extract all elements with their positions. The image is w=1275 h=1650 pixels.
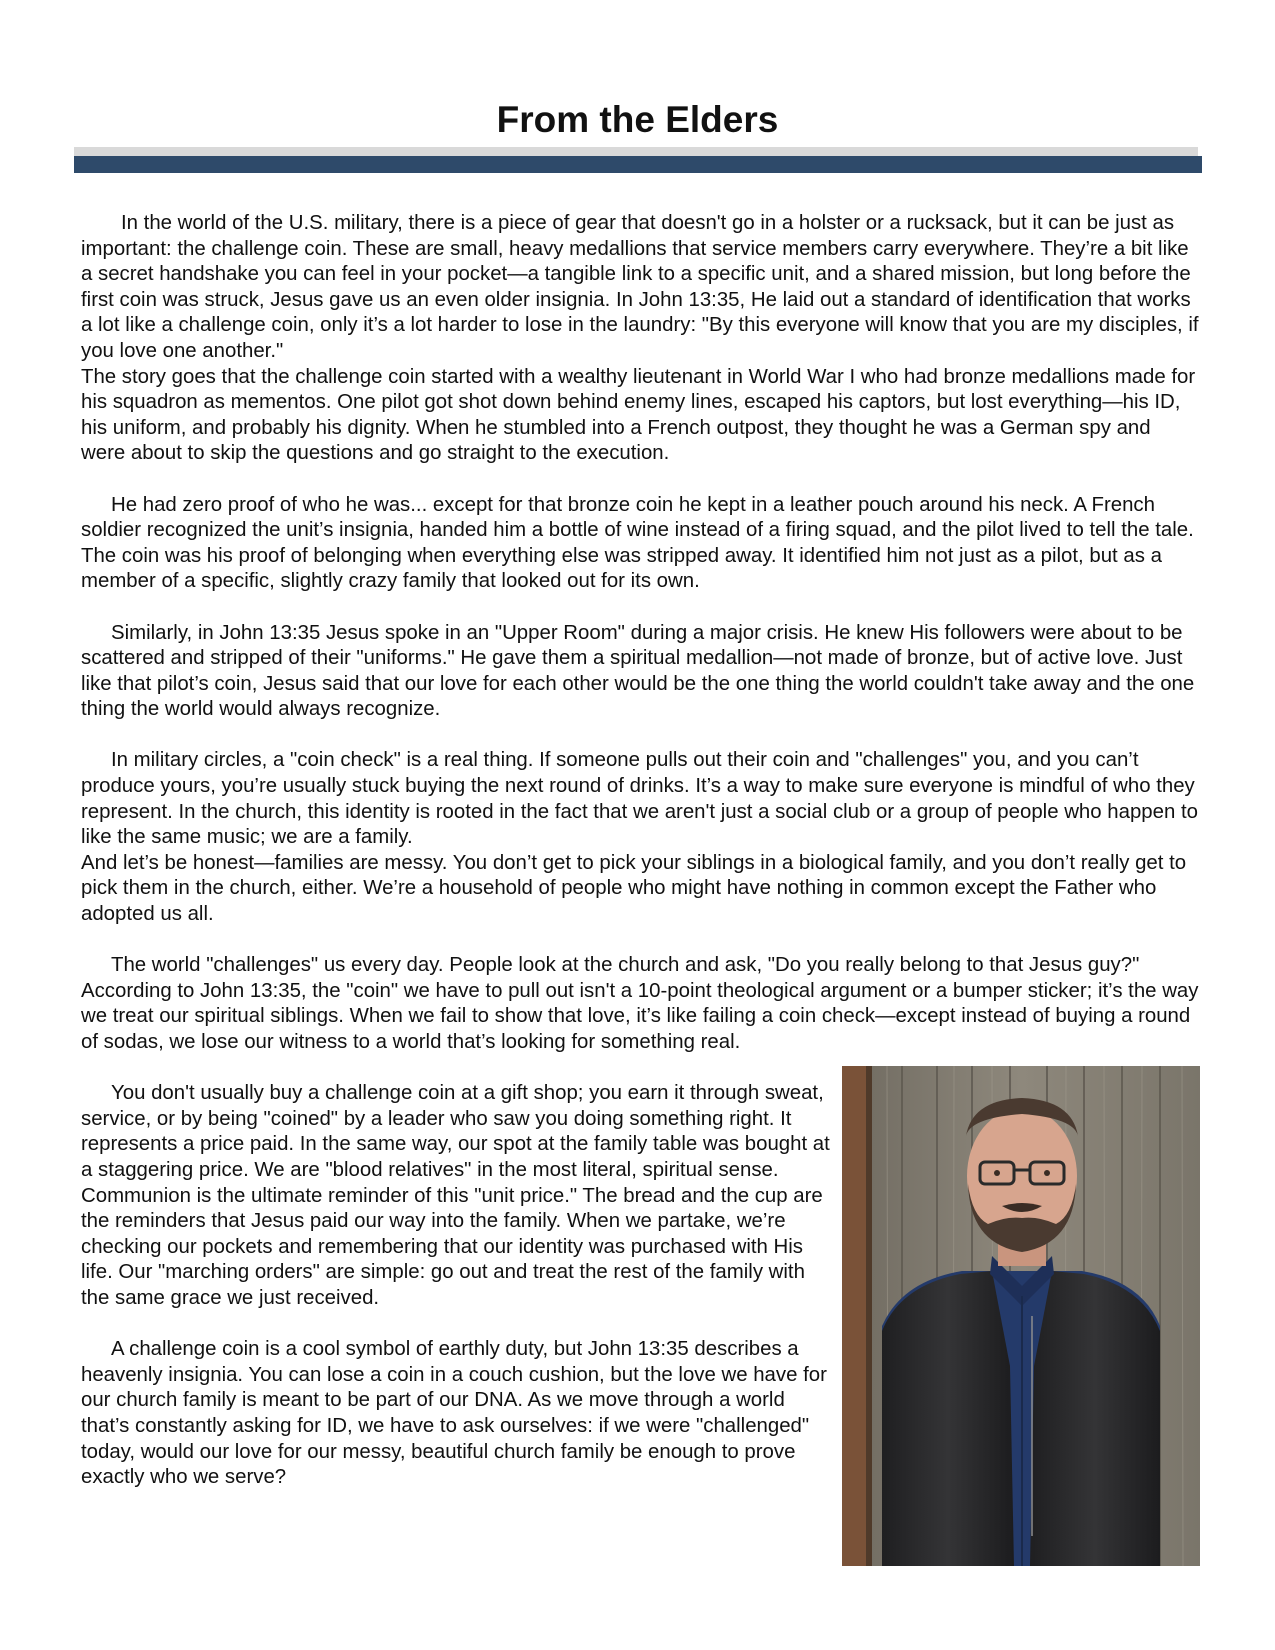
article-paragraph-7-start [81, 953, 1199, 1055]
article-paragraph-1: In the world of the U.S. military, there is a piece of gear that doesn't go in a holster or a rucksack, but it can be just as important: the challenge coin. These are small, heavy medallions that service members carry everywhere. They’re a bit like a secret handshake you can feel in your pocket—a tangible link to a specific unit, and a shared mission, but long before the first coin was struck, Jesus gave us an even older insignia. In John 13:35, He laid out a standard of identification that works a lot like a challenge coin, only it’s a lot harder to lose in the laundry: "By this everyone will know that you are my disciples, if you love one another." [81, 212, 1199, 362]
article-paragraph-2: The story goes that the challenge coin started with a wealthy lieutenant in World War I who had bronze medallions made for his squadron as mementos. One pilot got shot down behind enemy lines, escaped his captors, but lost everything—his ID, his uniform, and probably his dignity. When he stumbled into a French outpost, they thought he was a German spy and were about to skip the questions and go straight to the execution. [81, 365, 1196, 465]
article-paragraph-5: In military circles, a "coin check" is a real thing. If someone pulls out their coin and "challenges" you, and you can’t produce yours, you’re usually stuck buying the next round of drinks. It’s a way to make sure everyone is mindful of who they represent. In the church, this identity is rooted in the fact that we aren't just a social club or a group of people who happen to like the same music; we are a family. [81, 749, 1198, 849]
article-paragraph-6: And let’s be honest—families are messy. You don’t get to pick your siblings in a biological family, and you don’t really get to pick them in the church, either. We’re a household of people who might have nothing in common except the Father who adopted us all. [81, 851, 1187, 926]
article-paragraph-3: He had zero proof of who he was... except for that bronze coin he kept in a leather pouch around his neck. A French soldier recognized the unit’s insignia, handed him a bottle of wine instead of a firing squad, and the pilot lived to tell the tale. The coin was his proof of belonging when everything else was stripped away. It identified him not just as a pilot, but as a member of a specific, slightly crazy family that looked out for its own. [81, 493, 1194, 593]
elder-portrait-photo [842, 1066, 1200, 1566]
paragraph-gap [81, 928, 1199, 954]
page-title: From the Elders [496, 99, 779, 140]
article-paragraph-9: Communion is the ultimate reminder of this "unit price." The bread and the cup are the reminders that Jesus paid our way into the family. When we partake, we’re checking our pockets and remembering that our identity was purchased with His life. Our "marching orders" are simple: go out and treat the rest of the family with the same grace we just received. [81, 1184, 823, 1309]
title-divider-bar [74, 156, 1202, 173]
article-paragraph-8: You don't usually buy a challenge coin at a gift shop; you earn it through sweat, service, or by being "coined" by a leader who saw you doing something right. It represents a price paid. In the same way, our spot at the family table was bought at a staggering price. We are "blood relatives" in the most literal, spiritual sense. [81, 1082, 830, 1181]
paragraph-gap [81, 595, 1199, 621]
paragraph-gap [81, 723, 1199, 749]
article-paragraph-7: The world "challenges" us every day. People look at the church and ask, "Do you really belong to that Jesus guy?" According to John 13:35, the "coin" we have to pull out isn't a 10-point theological argument or a bumper sticker; it’s the way we treat our spiritual siblings. When we fail to show that love, it’s like failing a coin check—except instead of buying a round of sodas, we lose our witness to a world that’s looking for something real. [81, 954, 1199, 1053]
article-body [81, 211, 1199, 1566]
article-paragraph-4: Similarly, in John 13:35 Jesus spoke in an "Upper Room" during a major crisis. He knew His followers were about to be scattered and stripped of their "uniforms." He gave them a spiritual medallion—not made of bronze, but of active love. Just like that pilot’s coin, Jesus said that our love for each other would be the one thing the world couldn't take away and the one thing the world would always recognize. [81, 621, 1195, 721]
paragraph-gap [81, 467, 1199, 493]
article-paragraph-10: A challenge coin is a cool symbol of earthly duty, but John 13:35 describes a heavenly insignia. You can lose a coin in a couch cushion, but the love we have for our church family is meant to be part of our DNA. As we move through a world that’s constantly asking for ID, we have to ask ourselves: if we were "challenged" today, would our love for our messy, beautiful church family be enough to prove exactly who we serve? [81, 1338, 827, 1489]
title-divider-light [74, 147, 1198, 156]
